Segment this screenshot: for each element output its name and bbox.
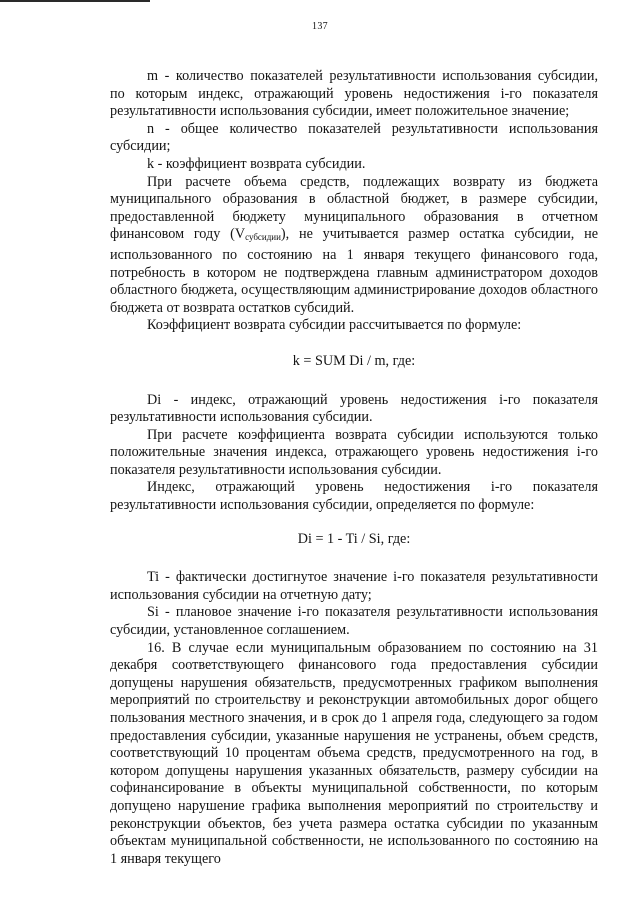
paragraph-section-16: 16. В случае если муниципальным образованием по состоянию на 31 декабря соответствующего финансового года предоставления субсидии допущены нарушения обязательств, предусмотренных графиком выполнения мероприятий по строительству и реконструкции автомобильных дорог общего пользования местного значения, и в срок до 1 апреля года, следующего за годом предоставления субсидии, указанные нарушения не устранены, объем средств, соответствующий 10 процентам объема средств, предусмотренного на год, в котором допущены нарушения указанных обязательств, размеру субсидии на софинансирование в объекты муниципальной собственности, по которым допущено нарушение графика выполнения мероприятий по строительству и реконструкции объектов, без учета размера остатка субсидии по указанным объектам муниципальной собственности, не использованного по состоянию на 1 января текущего <box>110 639 598 867</box>
document-body <box>110 68 598 868</box>
paragraph-ti-definition: Ti - фактически достигнутое значение i-го показателя результативности использования субсидии на отчетную дату; <box>110 569 598 603</box>
paragraph-coefficient-intro: Коэффициент возврата субсидии рассчитывается по формуле: <box>147 317 522 334</box>
paragraph-si-definition: Si - плановое значение i-го показателя результативности использования субсидии, установленное соглашением. <box>110 604 598 639</box>
paragraph-n-definition: n - общее количество показателей результативности использования субсидии; <box>110 120 598 155</box>
paragraph-index-intro: Индекс, отражающий уровень недостижения i-го показателя результативности использования субсидии, определяется по формуле: <box>110 479 598 514</box>
page-number: 137 <box>312 21 328 32</box>
paragraph-di-definition: Di - индекс, отражающий уровень недостижения i-го показателя результативности использования субсидии. <box>110 391 598 426</box>
formula-k: k = SUM Di / m, где: <box>292 352 416 369</box>
text-segment: При расчете объема средств, подлежащих возврату из бюджета муниципального образования в областной бюджет, в размере субсидии, предоставленной бюджету муниципального образования в отчетном финансовом году (V <box>110 173 598 243</box>
formula-di: Di = 1 - Ti / Si, где: <box>297 530 411 547</box>
subscript-subsidy: субсидии <box>245 232 281 243</box>
top-border-line <box>0 0 150 2</box>
paragraph-k-definition: k - коэффициент возврата субсидии. <box>147 155 366 172</box>
paragraph-positive-values: При расчете коэффициента возврата субсидии используются только положительные значения индекса, отражающего уровень недостижения i-го показателя результативности использования субсидии. <box>110 426 598 478</box>
paragraph-calculation-rule <box>110 174 598 318</box>
text-segment: ), не учитывается размер остатка субсидии, не использованного по состоянию на 1 января текущего финансового года, потребность в котором не подтверждена главным администратором доходов областного бюджета, осуществляющим администрирование доходов областного бюджета от возврата остатков субсидий. <box>110 226 598 316</box>
paragraph-m-definition: m - количество показателей результативности использования субсидии, по которым индекс, отражающий уровень недостижения i-го показателя результативности использования субсидии, имеет положительное значение; <box>110 68 598 120</box>
